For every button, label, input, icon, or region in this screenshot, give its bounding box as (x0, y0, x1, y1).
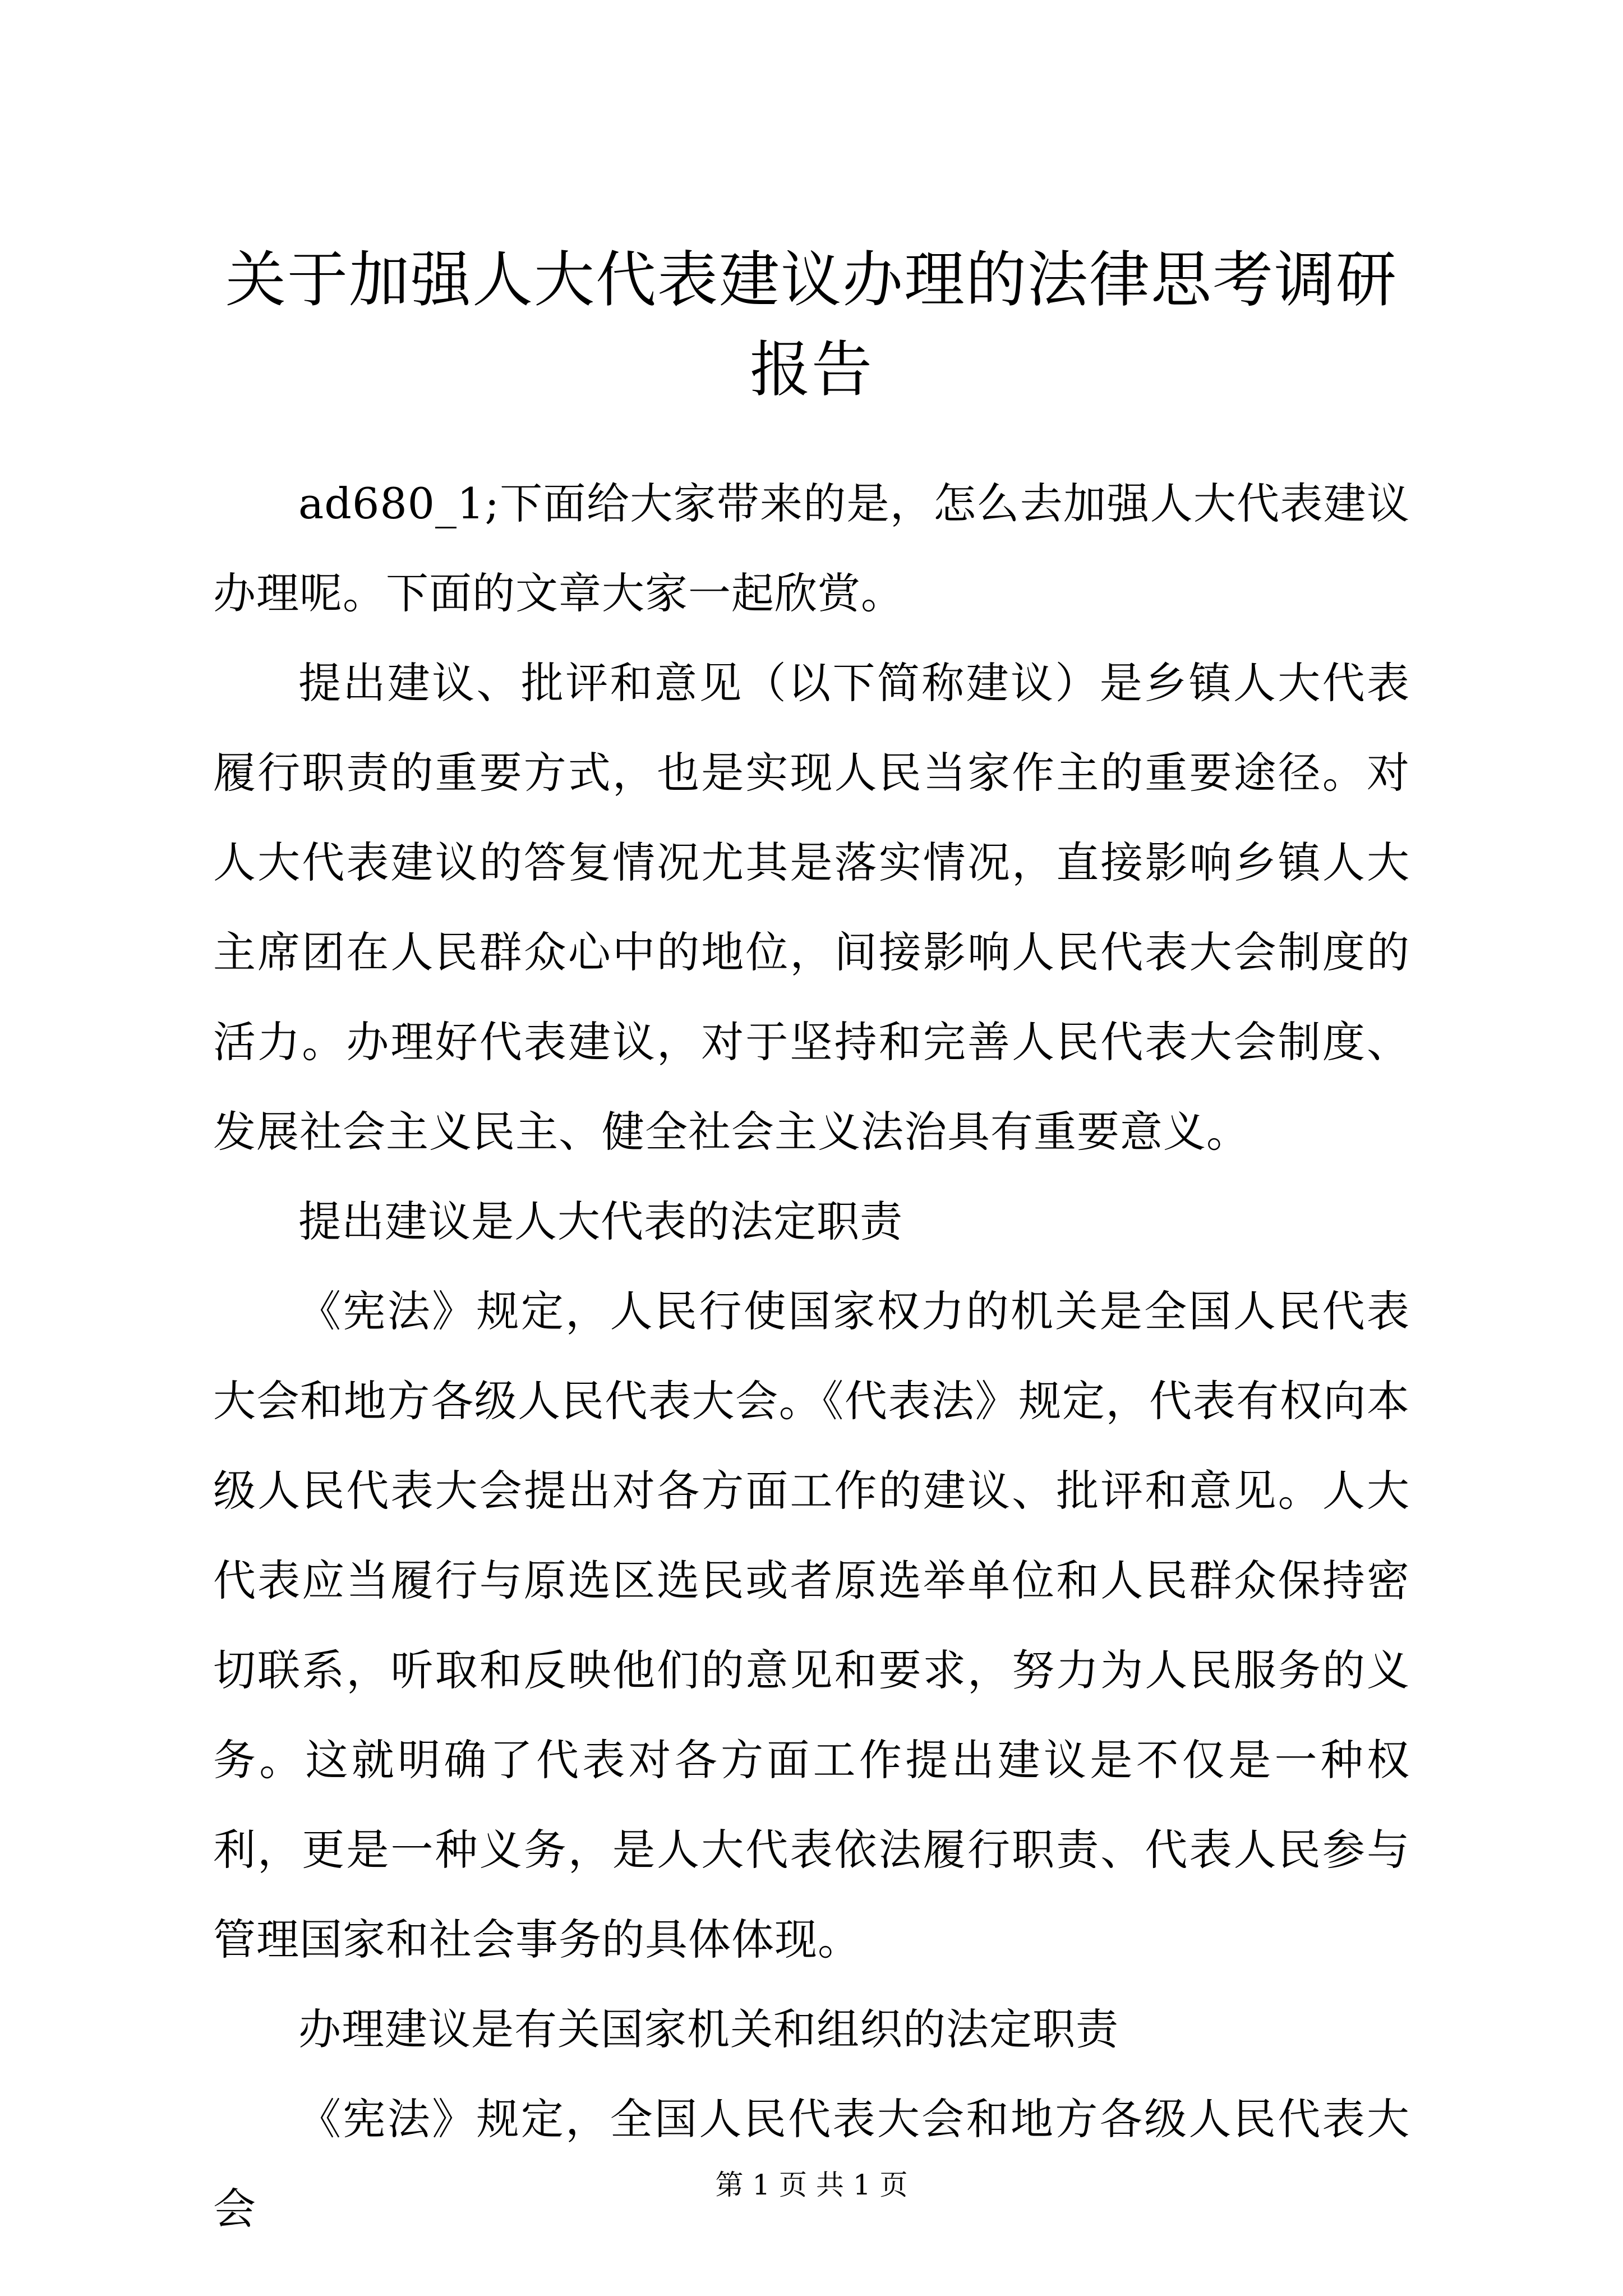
section-heading-handling-duty: 办理建议是有关国家机关和组织的法定职责 (298, 2004, 1119, 2054)
document-body (213, 459, 1410, 2254)
paragraph-overview: 提出建议、批评和意见（以下简称建议）是乡镇人大代表履行职责的重要方式，也是实现人民当家作主的重要途径。对人大代表建议的答复情况尤其是落实情况，直接影响乡镇人大主席团在人民群众心中的地位，间接影响人民代表大会制度的活力。办理好代表建议，对于坚持和完善人民代表大会制度、发展社会主义民主、健全社会主义法治具有重要意义。 (213, 658, 1410, 1157)
paragraph-constitution-handling: 《宪法》规定，全国人民代表大会和地方各级人民代表大会 (213, 2094, 1410, 2234)
paragraph-intro: ad680_1;下面给大家带来的是，怎么去加强人大代表建议办理呢。下面的文章大家一起欣赏。 (213, 478, 1410, 618)
page-footer: 第 1 页 共 1 页 (715, 2169, 908, 2201)
document-title: 关于加强人大代表建议办理的法律思考调研报告 (225, 245, 1398, 405)
section-heading-proposal-duty: 提出建议是人大代表的法定职责 (298, 1197, 903, 1246)
paragraph-constitution-representatives: 《宪法》规定，人民行使国家权力的机关是全国人民代表大会和地方各级人民代表大会。《代表法》规定，代表有权向本级人民代表大会提出对各方面工作的建议、批评和意见。人大代表应当履行与原选区选民或者原选举单位和人民群众保持密切联系，听取和反映他们的意见和要求，努力为人民服务的义务。这就明确了代表对各方面工作提出建议是不仅是一种权利，更是一种义务，是人大代表依法履行职责、代表人民参与管理国家和社会事务的具体体现。 (213, 1286, 1410, 1964)
